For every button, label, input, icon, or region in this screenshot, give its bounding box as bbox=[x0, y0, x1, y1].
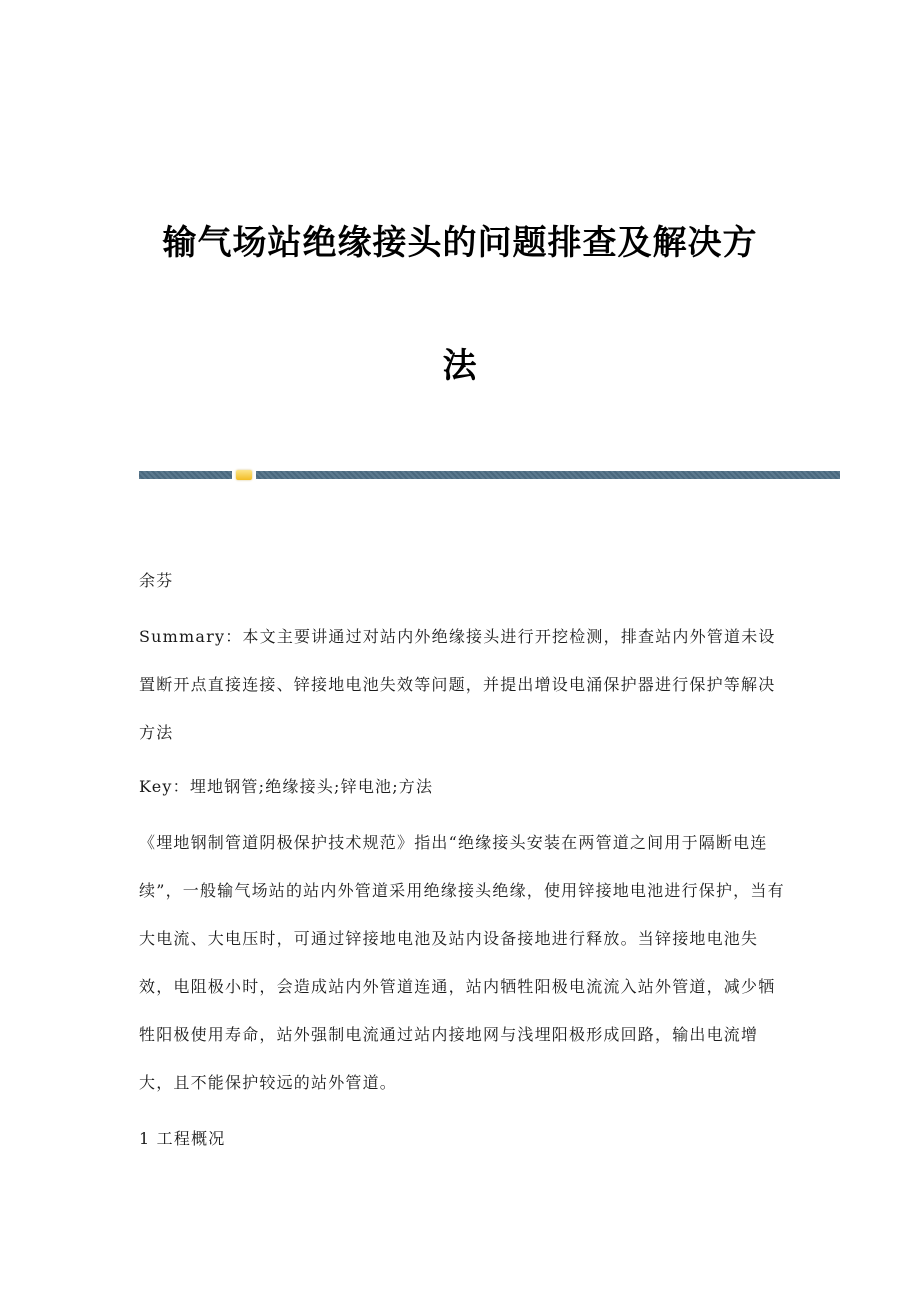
document-title-line-2: 法 bbox=[442, 345, 478, 386]
section-heading: 1 工程概况 bbox=[139, 1129, 226, 1148]
body-paragraph: 《埋地钢制管道阴极保护技术规范》指出“绝缘接头安装在两管道之间用于隔断电连续”，一般输气场站的站内外管道采用绝缘接头绝缘，使用锌接地电池进行保护，当有大电流、大电压时，可通过锌接地电池及站内设备接地进行释放。当锌接地电池失效，电阻极小时，会造成站内外管道连通，站内牺牲阳极电流流入站外管道，减少牺牲阳极使用寿命，站外强制电流通过站内接地网与浅埋阳极形成回路，输出电流增大，且不能保护较远的站外管道。 bbox=[139, 833, 785, 1092]
divider-ornament-icon bbox=[236, 470, 252, 480]
keywords: Key：埋地钢管;绝缘接头;锌电池;方法 bbox=[139, 777, 434, 796]
author: 余芬 bbox=[139, 571, 174, 590]
divider-bar-right bbox=[256, 471, 840, 479]
summary-paragraph: Summary：本文主要讲通过对站内外绝缘接头进行开挖检测，排查站内外管道未设置断开点直接连接、锌接地电池失效等问题，并提出增设电涌保护器进行保护等解决方法 bbox=[139, 627, 776, 742]
document-title-line-1: 输气场站绝缘接头的问题排查及解决方 bbox=[162, 222, 758, 263]
divider-bar-left bbox=[139, 471, 232, 479]
